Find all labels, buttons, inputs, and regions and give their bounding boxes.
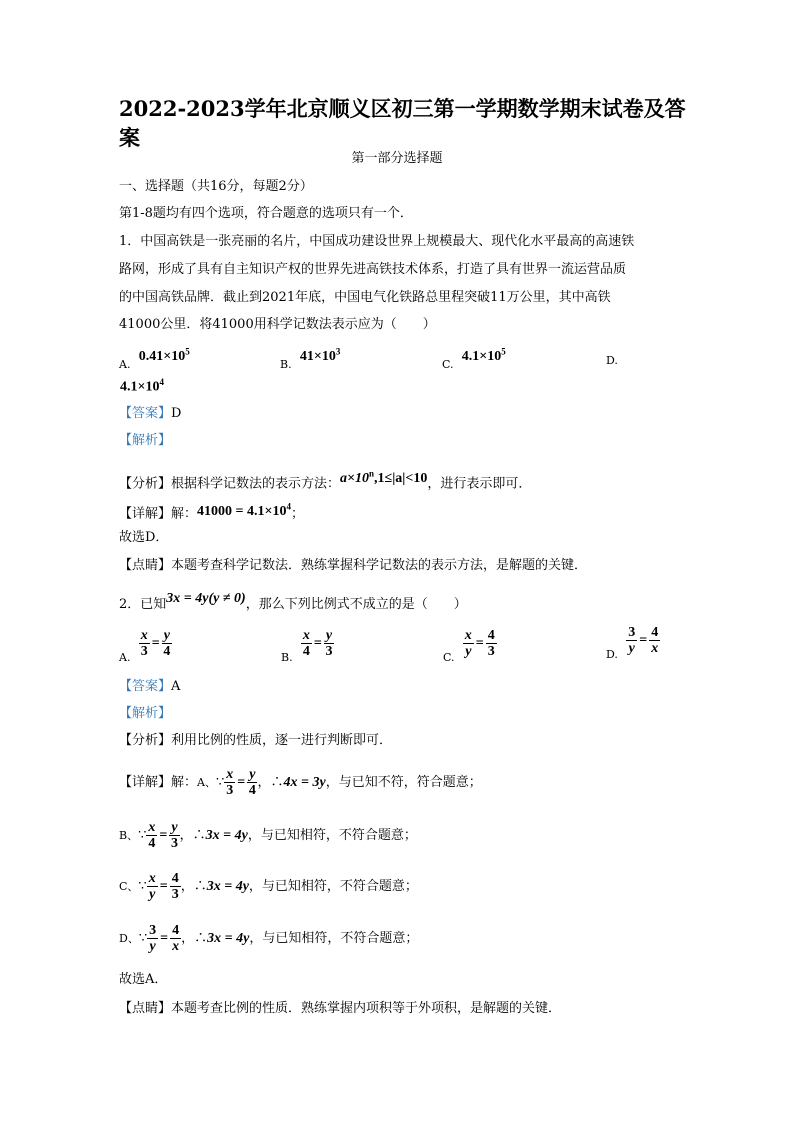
option-label: C. [442,357,454,371]
part-title: 第一部分选择题 [351,151,443,166]
step-comment: ，与已知相符，不符合题意； [248,879,418,894]
fraction [169,820,179,851]
exponent: 5 [501,346,506,356]
exponent: 4 [159,377,164,387]
q2-choose: 故选A． [119,972,168,987]
fraction [649,625,660,656]
q1-dianjing [119,557,587,575]
xiangjie-text: 解： [171,775,198,790]
xiangjie-tag: 【详解】 [119,775,172,790]
step-label: B、 [119,829,139,842]
q1-line: 路网，形成了具有自主知识产权的世界先进高铁技术体系，打造了具有世界一流运营品质 [119,262,627,277]
denominator: 4 [163,644,171,659]
option-math [461,346,506,364]
option-label: C. [443,651,455,664]
denominator: 3 [226,783,234,798]
denominator: 3 [487,644,495,659]
numerator: x [148,820,156,835]
doc-title-line1: 2022-2023学年北京顺义区初三第一学期数学期末试卷及答 [119,96,686,121]
fraction [147,923,158,954]
equals: = [151,635,160,651]
fraction [170,923,181,954]
xiangjie-math [197,501,291,519]
numerator: x [226,767,234,782]
equals: = [159,878,168,894]
comma: ， [179,828,193,843]
exponent: 3 [335,346,341,356]
because-symbol: ∵ [138,931,148,946]
denominator: y [149,939,156,954]
q2-stem [119,591,467,614]
fenxi-math [340,468,428,486]
fraction [170,871,181,902]
equals: = [475,635,484,651]
because-symbol: ∵ [215,775,225,790]
numerator: 4 [487,628,495,643]
denominator: y [465,644,472,659]
fraction [463,628,474,659]
equals: = [160,930,169,946]
denominator: 4 [148,836,156,851]
step-comment: ，与已知不符，符合题意； [325,775,482,790]
q2-analysis-tag: 【解析】 [119,706,172,721]
option-math [299,346,341,364]
therefore-symbol: ∴ [194,931,208,946]
section-heading: 一、选择题（共16分，每题2分） [119,179,313,194]
section-note: 第1-8题均有四个选项，符合题意的选项只有一个． [119,206,413,221]
because-symbol: ∵ [138,828,147,843]
denominator: 3 [325,644,333,659]
numerator: x [464,628,472,643]
math: 4.1×10 [120,379,160,395]
q1-line: 1．中国高铁是一张亮丽的名片，中国成功建设世界上规模最大、现代化水平最高的高速铁 [119,234,635,249]
step-result: 3x = 4y [207,931,250,946]
q2-suffix: ，那么下列比例式不成立的是（ ） [245,597,467,612]
q2-option-c [443,628,497,664]
comma: ， [180,879,194,894]
q1-answer [119,405,181,423]
numerator: y [171,820,178,835]
answer-tag: 【答案】 [119,679,172,694]
q1-line: 的中国高铁品牌．截止到2021年底，中国电气化铁路总里程突破11万公里，其中高铁 [119,290,611,305]
option-math [138,346,190,364]
math: ,1≤|a|<10 [374,470,428,486]
q2-option-a [119,628,172,664]
therefore-symbol: ∴ [193,879,207,894]
therefore-symbol: ∴ [192,828,206,843]
denominator: y [628,641,635,656]
numerator: x [148,871,156,886]
answer-tag: 【答案】 [119,406,172,421]
denominator: 4 [302,644,310,659]
denominator: 3 [140,644,148,659]
step-result: 4x = 3y [283,775,326,790]
step-result: 3x = 4y [206,879,249,894]
q2-step-d [119,923,418,954]
fraction [324,628,334,659]
denominator: 3 [171,887,179,902]
fraction [147,871,158,902]
exponent: 4 [286,501,291,511]
fraction [626,625,637,656]
denominator: x [172,939,180,954]
step-label: A、 [197,776,216,789]
q1-option-b [280,346,341,371]
q1-analysis-tag: 【解析】 [119,433,172,448]
q1-xiangjie [119,500,304,524]
answer-value: A [171,679,181,694]
q1-option-c [442,346,506,371]
q2-answer [119,678,180,696]
numerator: 4 [651,625,659,640]
comma: ， [257,775,271,790]
fraction [301,628,312,659]
q1-option-d-label: D. [606,354,618,367]
q1-option-d-math [120,377,164,396]
fraction [486,628,497,659]
numerator: y [163,628,170,643]
q2-fenxi [119,732,392,750]
fraction [224,767,235,798]
q2-dianjing [119,1000,561,1018]
denominator: x [651,641,659,656]
xiangjie-after: ； [291,506,305,522]
step-label: C、 [119,880,139,893]
fenxi-tag: 【分析】 [119,733,172,748]
math: 41000 = 4.1×10 [197,503,287,519]
numerator: x [140,628,148,643]
xiangjie-text: 解： [171,506,198,522]
math: a×10 [340,470,370,486]
comma: ， [181,931,195,946]
because-symbol: ∵ [138,879,147,894]
dianjing-tag: 【点睛】 [119,558,172,573]
q2-given-math: 3x = 4y(y ≠ 0) [166,591,246,606]
option-label: B. [281,651,293,664]
equals: = [159,827,168,843]
exponent: n [369,468,375,478]
step-result: 3x = 4y [205,828,248,843]
q2-step-c [119,871,418,902]
equals: = [237,774,246,790]
q2-step-a [119,767,482,798]
fraction [162,628,172,659]
fraction [247,767,257,798]
step-comment: ，与已知相符，不符合题意； [249,931,419,946]
fenxi-tag: 【分析】 [119,476,172,492]
exponent: 5 [185,346,190,356]
numerator: 4 [172,923,180,938]
fenxi-after: ，进行表示即可． [427,476,532,492]
fraction [139,628,150,659]
math: 4.1×10 [461,348,502,364]
denominator: 4 [248,783,256,798]
dianjing-text: 本题考查比例的性质．熟练掌握内项积等于外项积，是解题的关键． [171,1001,562,1016]
option-label: A. [119,357,131,371]
math: 0.41×10 [138,348,186,364]
numerator: y [249,767,256,782]
equals: = [313,635,322,651]
option-label: D. [606,648,618,661]
numerator: 3 [628,625,636,640]
denominator: 3 [170,836,178,851]
option-label: B. [280,357,292,371]
fenxi-text: 根据科学记数法的表示方法： [171,476,341,492]
q1-fenxi [119,470,531,494]
numerator: y [325,628,333,643]
dianjing-text: 本题考查科学记数法．熟练掌握科学记数法的表示方法，是解题的关键． [171,558,588,573]
q2-prefix: 2．已知 [119,597,167,612]
doc-title-line2: 案 [119,125,140,150]
step-comment: ，与已知相符，不符合题意； [247,828,417,843]
fenxi-text: 利用比例的性质，逐一进行判断即可． [171,733,393,748]
numerator: 4 [171,871,179,886]
step-label: D、 [119,932,139,945]
option-label: A. [119,651,131,664]
numerator: x [302,628,310,643]
dianjing-tag: 【点睛】 [119,1001,172,1016]
equals: = [639,632,648,648]
q1-option-a [119,346,190,371]
math: 41×10 [299,348,336,364]
q1-choose: 故选D． [119,530,169,545]
q2-step-b [119,820,417,851]
fraction [146,820,157,851]
denominator: y [149,887,156,902]
q1-line: 41000公里．将41000用科学记数法表示应为（ ） [119,317,436,332]
therefore-symbol: ∴ [270,775,284,790]
numerator: 3 [149,923,157,938]
answer-value: D [171,406,182,421]
xiangjie-tag: 【详解】 [119,506,172,522]
q2-option-d [606,625,660,661]
q2-option-b [281,628,334,664]
